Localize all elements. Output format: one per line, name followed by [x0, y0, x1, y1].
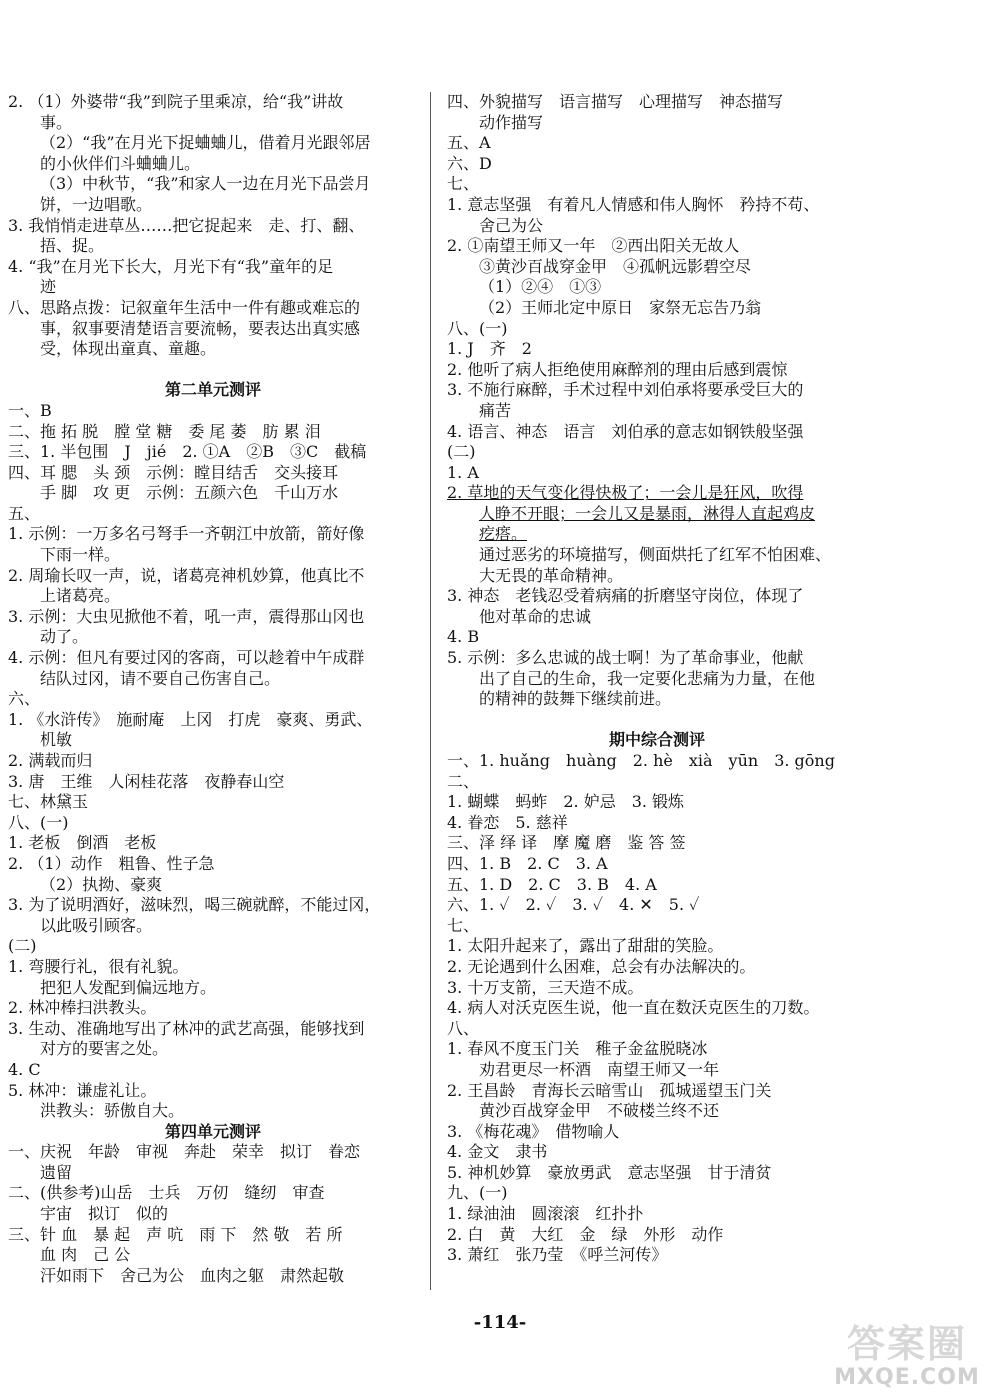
right-answer-line	[447, 710, 867, 731]
left-answer-line: （2）“我”在月光下捉蛐蛐儿，借着月光跟邻居	[40, 133, 371, 153]
right-answer-line: 4. 语言、神态 语言 刘伯承的意志如钢铁般坚强	[447, 421, 804, 441]
right-answer-line: 他对革命的忠诚	[479, 606, 592, 626]
left-answer-line: 宇宙 拟订 似的	[40, 1204, 169, 1224]
right-answer-line: 九、(一)	[447, 1183, 508, 1203]
right-answer-line: 4. 病人对沃克医生说，他一直在数沃克医生的刀数。	[447, 998, 820, 1018]
left-answer-line: 2. （1）动作 粗鲁、性子急	[8, 853, 215, 873]
left-answer-line: 2. 满载而归	[8, 751, 93, 770]
left-column	[8, 92, 418, 1286]
right-answer-line: 1. 太阳升起来了，露出了甜甜的笑脸。	[447, 936, 724, 956]
left-answer-line: 受，体现出童真、童趣。	[40, 339, 217, 359]
right-answer-line: 人睁不开眼；一会儿又是暴雨，淋得人直起鸡皮	[479, 503, 816, 523]
watermark-title: 答案圈	[846, 1322, 967, 1366]
right-answer-line: 的精神的鼓舞下继续前进。	[479, 689, 672, 709]
left-answer-line: 对方的要害之处。	[40, 1039, 169, 1059]
right-answer-line: 通过恶劣的环境描写，侧面烘托了红军不怕困难、	[479, 545, 832, 565]
right-answer-line: 三、泽 绎 译 摩 魔 磨 鉴 答 签	[447, 833, 686, 853]
right-answer-line: 大无畏的革命精神。	[479, 565, 624, 585]
right-answer-line: 2. 草地的天气变化得快极了；一会儿是狂风，吹得	[447, 483, 804, 503]
left-answer-line: 机敏	[40, 730, 73, 750]
left-answer-line: 事，叙事要清楚语言要流畅，要表达出真实感	[40, 318, 361, 338]
right-answer-line: （2）王师北定中原日 家祭无忘告乃翁	[479, 297, 762, 317]
left-answer-line: 2. 林冲棒扫洪教头。	[8, 998, 157, 1018]
left-answer-line: 三、针 血 暴 起 声 吭 雨 下 然 敬 若 所	[8, 1224, 343, 1244]
left-answer-line: 3. 生动、准确地写出了林冲的武艺高强，能够找到	[8, 1018, 365, 1038]
right-answer-line: 舍己为公	[479, 215, 544, 235]
column-divider	[430, 92, 431, 1290]
right-answer-line: (二)	[447, 442, 476, 462]
left-answer-line: 三、1. 半包围 J jié 2. ①A ②B ③C 截稿	[8, 442, 367, 462]
right-answer-line: 3. 萧红 张乃莹 《呼兰河传》	[447, 1245, 668, 1265]
left-answer-line: 以此吸引顾客。	[40, 915, 153, 935]
left-answer-line: (二)	[8, 936, 37, 956]
left-answer-line: 4. “我”在月光下长大，月光下有“我”童年的足	[8, 256, 334, 276]
left-answer-line: 3. 示例：大虫见掀他不着，吼一声，震得那山冈也	[8, 606, 365, 626]
section-heading: 第四单元测评	[164, 1121, 261, 1141]
left-answer-line: 3. 我悄悄走进草丛……把它捉起来 走、打、翻、	[8, 215, 365, 235]
left-answer-line: 一、B	[8, 400, 52, 420]
left-answer-line: 四、耳 腮 头 颈 示例：瞠目结舌 交头接耳	[8, 462, 339, 482]
left-answer-line: 一、庆祝 年龄 审视 奔赴 荣幸 拟订 眷恋	[8, 1142, 361, 1162]
left-answer-line: 饼，一边唱歌。	[40, 194, 153, 214]
section-heading: 第二单元测评	[164, 380, 261, 400]
right-answer-line: （1）②④ ①③	[479, 277, 602, 297]
right-answer-line: 2. 白 黄 大红 金 绿 外形 动作	[447, 1224, 724, 1244]
left-answer-line: 的小伙伴们斗蛐蛐儿。	[40, 153, 201, 173]
right-answer-line: 一、1. huǎng huàng 2. hè xià yūn 3. gōng	[447, 751, 835, 770]
right-answer-line: 1. 绿油油 圆滚滚 红扑扑	[447, 1204, 644, 1224]
left-answer-line: 七、林黛玉	[8, 792, 89, 812]
left-answer-line: 事。	[40, 112, 73, 132]
left-answer-line: 3. 唐 王维 人闲桂花落 夜静春山空	[8, 771, 285, 791]
section-heading: 期中综合测评	[608, 730, 705, 750]
left-answer-line: 1. 《水浒传》 施耐庵 上冈 打虎 豪爽、勇武、	[8, 709, 373, 729]
left-answer-line: 把犯人发配到偏远地方。	[40, 977, 217, 997]
left-answer-line: 2. （1）外婆带“我”到院子里乘凉，给“我”讲故	[8, 92, 344, 111]
right-answer-line: 四、1. B 2. C 3. A	[447, 853, 608, 873]
left-answer-line	[8, 360, 418, 381]
left-answer-line: 5. 林冲：谦虚礼让。	[8, 1080, 157, 1100]
left-answer-line: 3. 为了说明酒好，滋味烈，喝三碗就醉，不能过冈，	[8, 895, 381, 915]
left-answer-line: 结队过冈，请不要自己伤害自己。	[40, 668, 281, 688]
right-answer-line: 2. 王昌龄 青海长云暗雪山 孤城遥望玉门关	[447, 1080, 772, 1100]
page-number: -114-	[473, 1312, 527, 1333]
right-answer-line: 劝君更尽一杯酒 南望王师又一年	[479, 1059, 720, 1079]
left-answer-line: 1. 弯腰行礼，很有礼貌。	[8, 956, 189, 976]
left-answer-line: 1. 老板 倒酒 老板	[8, 833, 157, 853]
right-answer-line: 2. 无论遇到什么困难，总会有办法解决的。	[447, 956, 756, 976]
left-answer-line: 洪教头：骄傲自大。	[40, 1101, 185, 1121]
right-answer-line: 3. 十万支箭，三天造不成。	[447, 977, 644, 997]
right-answer-line: 3. 不施行麻醉，手术过程中刘伯承将要承受巨大的	[447, 380, 804, 400]
left-answer-line: 六、	[8, 689, 41, 709]
right-answer-line: 4. 眷恋 5. 慈祥	[447, 812, 568, 832]
left-answer-line: 血 肉 己 公	[40, 1245, 131, 1265]
left-answer-line: 1. 示例：一万多名弓弩手一齐朝江中放箭，箭好像	[8, 524, 365, 544]
watermark-logo	[822, 1322, 992, 1392]
left-answer-line: 上诸葛亮。	[40, 586, 121, 606]
right-answer-line: 黄沙百战穿金甲 不破楼兰终不还	[479, 1101, 720, 1121]
right-answer-line: 七、	[447, 915, 480, 935]
right-answer-line: 五、1. D 2. C 3. B 4. A	[447, 874, 657, 894]
left-answer-line: 迹	[40, 277, 57, 297]
right-answer-line: 1. J 齐 2	[447, 339, 532, 359]
right-answer-line: 2. 他听了病人拒绝使用麻醉剂的理由后感到震惊	[447, 359, 788, 379]
right-answer-line: 二、	[447, 771, 480, 791]
right-answer-line: 痛苦	[479, 400, 512, 420]
right-answer-line: 1. 蝴蝶 蚂蚱 2. 妒忌 3. 锻炼	[447, 792, 685, 812]
left-answer-line: 五、	[8, 503, 41, 523]
left-answer-line: 4. C	[8, 1059, 41, 1079]
left-answer-line: 八、思路点拨：记叙童年生活中一件有趣或难忘的	[8, 297, 361, 317]
right-answer-line: 出了自己的生命，我一定要化悲痛为力量，在他	[479, 668, 816, 688]
right-answer-line: 4. 金文 隶书	[447, 1142, 548, 1162]
right-answer-line: 八、(一)	[447, 318, 508, 338]
left-answer-line: 遗留	[40, 1162, 73, 1182]
left-answer-line: 捂、捉。	[40, 236, 105, 256]
right-answer-line: 八、	[447, 1018, 480, 1038]
left-answer-line: 八、(一)	[8, 812, 69, 832]
right-answer-line: 六、1. ✓ 2. ✓ 3. ✓ 4. ✕ 5. ✓	[447, 895, 700, 915]
right-answer-line: 4. B	[447, 627, 480, 647]
left-answer-line: （2）执拗、豪爽	[40, 874, 163, 894]
right-answer-line: 5. 示例：多么忠诚的战士啊！为了革命事业，他献	[447, 648, 804, 668]
left-answer-line: （3）中秋节，“我”和家人一边在月光下品尝月	[40, 174, 371, 194]
right-answer-line: 5. 神机妙算 豪放勇武 意志坚强 甘于清贫	[447, 1162, 772, 1182]
left-answer-line: 4. 示例：但凡有要过冈的客商，可以趁着中午成群	[8, 648, 365, 668]
right-answer-line: 3. 神态 老钱忍受着病痛的折磨坚守岗位，体现了	[447, 586, 804, 606]
right-answer-line: 动作描写	[479, 112, 544, 132]
right-answer-line: 1. A	[447, 462, 479, 482]
right-answer-line: 1. 春风不度玉门关 稚子金盆脱晓冰	[447, 1039, 708, 1059]
right-answer-line: ③黄沙百战穿金甲 ④孤帆远影碧空尽	[479, 256, 752, 276]
right-answer-line: 2. ①南望王师又一年 ②西出阳关无故人	[447, 236, 740, 256]
right-answer-line: 疙瘩。	[479, 524, 528, 544]
right-column	[447, 92, 867, 1266]
left-answer-line: 二、拖 拓 脱 膛 堂 糖 委 尾 萎 肪 累 泪	[8, 421, 321, 441]
right-answer-line: 四、外貌描写 语言描写 心理描写 神态描写	[447, 92, 784, 111]
left-answer-line: 2. 周瑜长叹一声，说，诸葛亮神机妙算，他真比不	[8, 565, 365, 585]
watermark-subtitle: MXQE.COM	[834, 1365, 980, 1390]
right-answer-line: 3. 《梅花魂》 借物喻人	[447, 1121, 620, 1141]
right-answer-line: 五、A	[447, 133, 491, 153]
right-answer-line: 六、D	[447, 153, 492, 173]
left-answer-line: 下雨一样。	[40, 545, 121, 565]
left-answer-line: 手 脚 攻 更 示例：五颜六色 千山万水	[40, 483, 339, 503]
left-answer-line: 二、(供参考)山岳 士兵 万仞 缝纫 审查	[8, 1183, 325, 1203]
left-answer-line: 汗如雨下 舍己为公 血肉之躯 肃然起敬	[40, 1265, 345, 1285]
right-answer-line: 七、	[447, 174, 480, 194]
left-answer-line: 动了。	[40, 627, 89, 647]
right-answer-line: 1. 意志坚强 有着凡人情感和伟人胸怀 矜持不苟、	[447, 194, 820, 214]
